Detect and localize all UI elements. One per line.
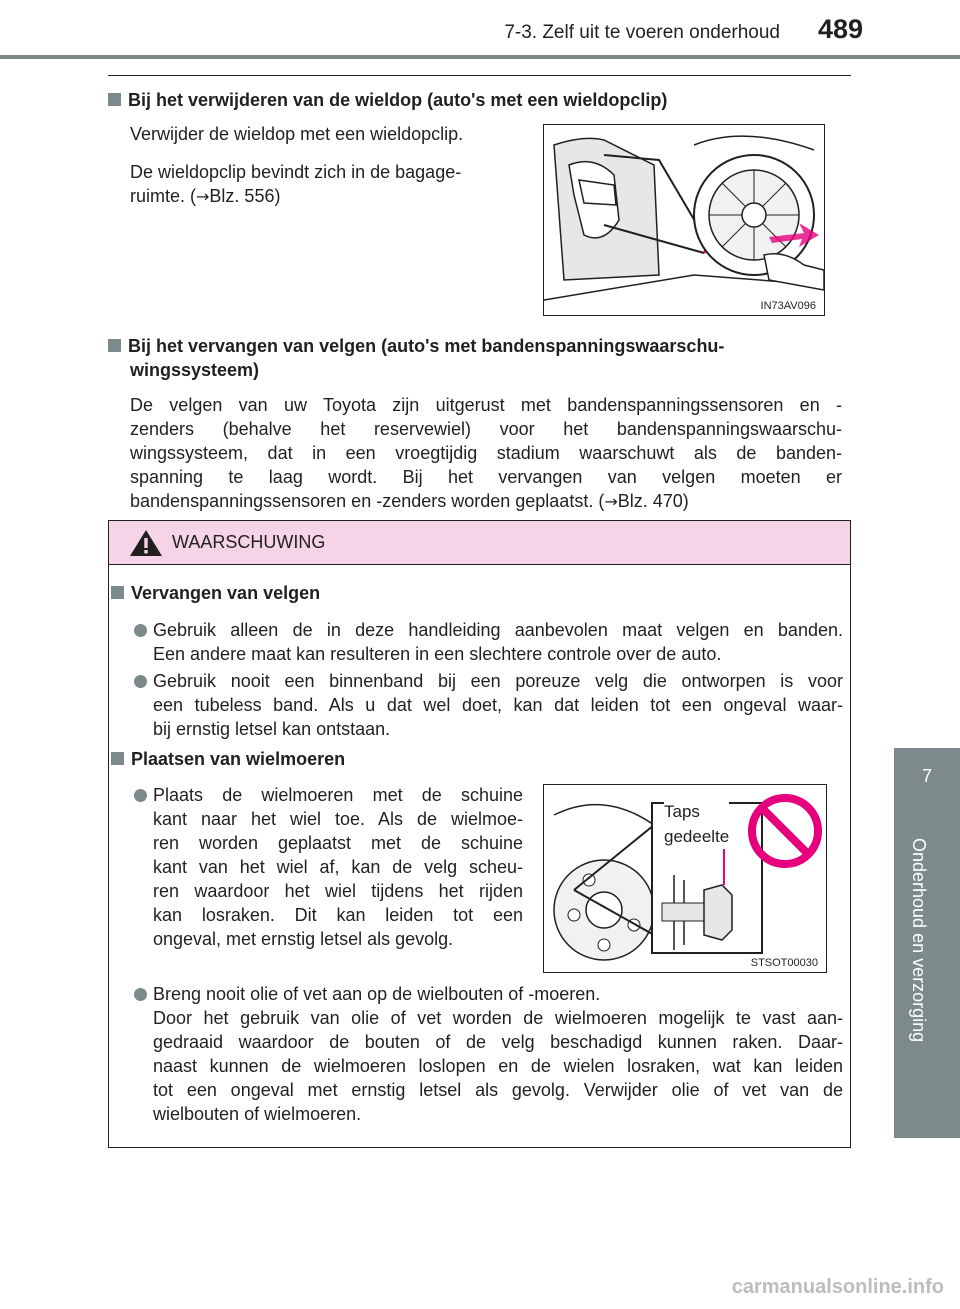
figure-code: STSOT00030 [750,957,818,969]
wheel-nut-illustration [543,784,827,973]
chapter-number: 7 [921,766,932,786]
warning-title: WAARSCHUWING [172,532,326,552]
circle-bullet-icon [134,675,147,688]
warning-triangle-icon [129,529,163,557]
arrow-right-icon: → [196,187,210,206]
square-bullet-icon [111,752,124,765]
figure-code: IN73AV096 [760,300,816,312]
square-bullet-icon [108,93,121,106]
warning-item: Gebruik alleen de in deze handleiding aanbevolen maat velgen en banden. Een andere maat kan resulteren in een slechtere controle over de auto. [153,620,843,664]
chapter-label: Onderhoud en verzorging [909,838,929,1043]
section-heading-hubcap: Bij het verwijderen van de wieldop (auto's met een wieldopclip) [108,88,848,112]
warning-subheading: Plaatsen van wielmoeren [111,747,345,771]
warning-subheading: Vervangen van velgen [111,581,320,605]
warning-box [108,520,851,1148]
content-rule [108,75,851,76]
paragraph: De wieldopclip bevindt zich in de bagage- ruimte. (→Blz. 556) [130,162,462,206]
hubcap-removal-illustration [543,124,825,316]
footer [0,1259,960,1309]
square-bullet-icon [111,586,124,599]
warning-item: Breng nooit olie of vet aan op de wielbouten of -moeren. Door het gebruik van olie of vet worden de wielmoeren mogelijk te vast aan- gedraaid waardoor de bouten of de velg beschadigd kunnen raken. Daar- naast kunnen de wielmoeren loslopen en de wielen losraken, wat kan leiden tot een ongeval met ernstig letsel als gevolg. Verwijder olie of vet van de wielbouten of wielmoeren. [153,984,843,1124]
wheel-illustration [544,125,824,315]
square-bullet-icon [108,339,121,352]
warning-header [109,521,850,565]
watermark: carmanualsonline.info [731,1276,944,1298]
circle-bullet-icon [134,988,147,1001]
warning-item: Gebruik nooit een binnenband bij een poreuze velg die ontworpen is voor een tubeless band. Als u dat wel doet, kan dat leiden tot een ongeval waar- bij ernstig letsel kan ontstaan. [153,671,843,739]
paragraph: Verwijder de wieldop met een wieldopclip. [130,124,464,144]
chapter-tab [894,748,960,1138]
circle-bullet-icon [134,624,147,637]
header-rule [0,55,960,59]
circle-bullet-icon [134,789,147,802]
section-title: 7-3. Zelf uit te voeren onderhoud [504,22,780,43]
section-heading-wheels: Bij het vervangen van velgen (auto's met bandenspanningswaarschu- wingssysteem) [108,334,852,382]
warning-item: Plaats de wielmoeren met de schuine kant naar het wiel toe. Als de wielmoe- ren worden geplaatst met de schuine kant van het wiel af, kan de velg scheu- ren waardoor het wiel tijdens het rijden kan losraken. Dit kan leiden tot een ongeval, met ernstig letsel als gevolg. [153,785,523,949]
figure-label-tapered: Taps gedeelte [664,799,729,849]
arrow-right-icon: → [604,492,618,511]
paragraph-tpms: De velgen van uw Toyota zijn uitgerust met bandenspanningssensoren en - zenders (behalve het reservewiel) voor het bandenspanningswaarschu- wingssysteem, dat in een vroegtijdig stadium waarschuwt als de banden- spanning te laag wordt. Bij het vervangen van velgen moeten er bandenspanningssensoren en -zenders worden geplaatst. (→Blz. 470) [130,395,842,511]
page-number: 489 [818,14,864,44]
